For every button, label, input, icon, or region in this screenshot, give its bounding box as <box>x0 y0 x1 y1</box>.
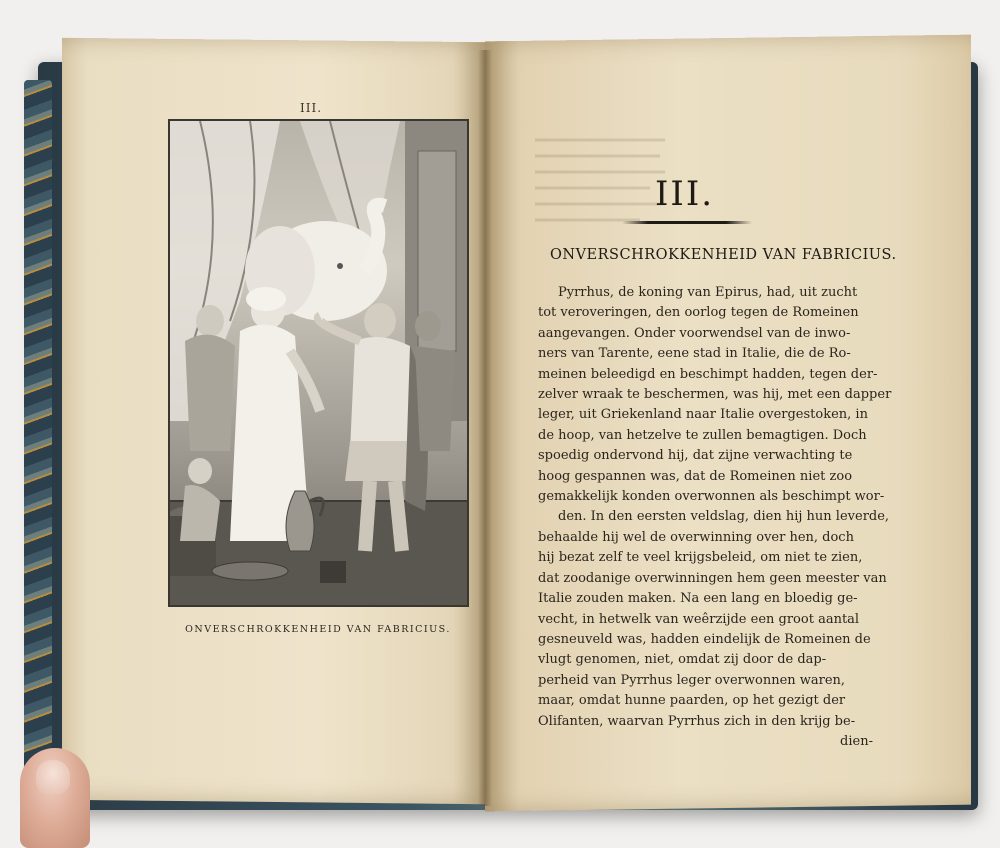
chapter-number: III. <box>655 174 715 214</box>
text-line: perheid van Pyrrhus leger overwonnen waren, <box>538 672 846 688</box>
text-line: vecht, in hetwelk van weêrzijde een groot aantal <box>538 611 860 627</box>
text-line: gemakkelijk konden overwonnen als beschimpt wor- <box>538 489 885 505</box>
bleed-through-lines <box>530 130 670 250</box>
body-text <box>538 283 892 752</box>
text-line: ners van Tarente, eene stad in Italie, die de Ro- <box>538 346 851 362</box>
text-line: aangevangen. Onder voorwendsel van de inwo- <box>538 325 851 341</box>
text-line: den. In den eersten veldslag, dien hij hun leverde, <box>558 509 890 525</box>
text-line: Olifanten, waarvan Pyrrhus zich in den krijg be- <box>538 713 856 729</box>
text-line: hoog gespannen was, dat de Romeinen niet zoo <box>538 468 853 484</box>
bleed-through-text <box>530 130 670 254</box>
marbled-edge <box>24 80 52 792</box>
text-line: Pyrrhus, de koning van Epirus, had, uit zucht <box>558 285 858 300</box>
text-line: hij bezat zelf te veel krijgsbeleid, om niet te zien, <box>538 550 863 566</box>
text-line: tot veroveringen, den oorlog tegen de Romeinen <box>538 305 859 321</box>
text-line: dien- <box>840 733 873 749</box>
book-gutter <box>478 50 492 806</box>
engraving-illustration <box>170 121 467 605</box>
plate-caption: ONVERSCHROKKENHEID VAN FABRICIUS. <box>185 624 451 635</box>
chapter-rule <box>622 221 752 224</box>
plate-number: III. <box>300 101 323 115</box>
text-line: zelver wraak te beschermen, was hij, met een dapper <box>538 387 892 403</box>
text-line: dat zoodanige overwinningen hem geen meester van <box>538 570 887 586</box>
text-line: maar, omdat hunne paarden, op het gezigt der <box>538 693 846 709</box>
text-line: Italie zouden maken. Na een lang en bloedig ge- <box>538 591 858 607</box>
chapter-heading: ONVERSCHROKKENHEID VAN FABRICIUS. <box>550 247 897 263</box>
text-line: meinen beleedigd en beschimpt hadden, tegen der- <box>538 366 878 382</box>
text-line: spoedig ondervond hij, dat zijne verwachting te <box>538 448 853 464</box>
text-line: leger, uit Griekenland naar Italie overgestoken, in <box>538 407 868 423</box>
text-line: behaalde hij wel de overwinning over hen, doch <box>538 529 854 545</box>
text-line: vlugt genomen, niet, omdat zij door de dap- <box>538 652 827 668</box>
text-line: gesneuveld was, hadden eindelijk de Romeinen de <box>538 631 871 647</box>
engraving-plate <box>168 119 469 607</box>
thumb-nail <box>36 760 70 794</box>
text-line: de hoop, van hetzelve te zullen bemagtigen. Doch <box>538 427 867 443</box>
